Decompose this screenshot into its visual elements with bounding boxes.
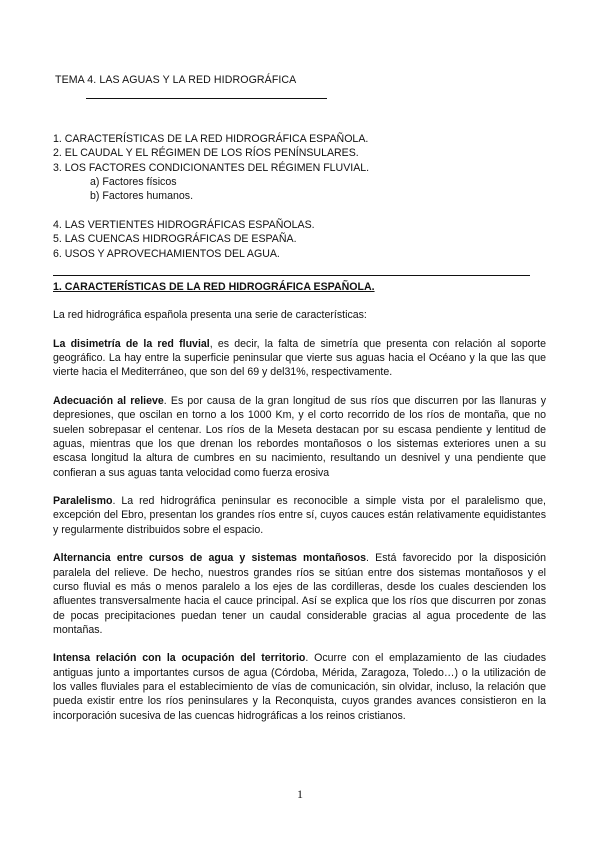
page-number: 1 <box>297 787 303 801</box>
paragraph-alternancia <box>53 551 546 637</box>
toc-item-3b: b) Factores humanos. <box>90 190 194 203</box>
toc-item-3a: a) Factores físicos <box>90 175 177 188</box>
section-divider-rule <box>53 275 530 276</box>
title-underline-rule <box>86 98 327 99</box>
paragraph-term: La disimetría de la red fluvial <box>53 337 210 350</box>
paragraph-term: Paralelismo <box>53 495 113 508</box>
toc-item-5: 5. LAS CUENCAS HIDROGRÁFICAS DE ESPAÑA. <box>53 233 297 246</box>
toc-item-1: 1. CARACTERÍSTICAS DE LA RED HIDROGRÁFICA ESPAÑOLA. <box>53 133 369 145</box>
document-title: TEMA 4. LAS AGUAS Y LA RED HIDROGRÁFICA <box>55 74 297 86</box>
paragraph-text: . Es por causa de la gran longitud de sus ríos que discurren por las llanuras y depresiones, que oscilan en torno a los 1000 Km, y el corto recorrido de los ríos de montaña, que no suelen sobrepasar el centenar. Los ríos de la Meseta destacan por su escasa pendiente y lentitud de aguas, mientras que los que drenan los rebordes montañosos o los sistemas exteriores unen a su escasa longitud la altura de cumbres en su nacimiento, resultando un desnivel y una pendiente que confieran a sus aguas tanta velocidad como fuerza erosiva <box>53 395 546 479</box>
paragraph-term: Adecuación al relieve <box>53 395 164 408</box>
paragraph-term: Alternancia entre cursos de agua y sistemas montañosos <box>53 552 367 565</box>
paragraph-text: , es decir, la falta de simetría que presenta con relación al soporte geográfico. La hay entre la superficie peninsular que vierte sus aguas hacia el Océano y la que las que vierte hacia el Mediterráneo, que son del 69 y del31%, respectivamente. <box>53 337 546 379</box>
intro-paragraph: La red hidrográfica española presenta una serie de características: <box>53 309 367 321</box>
paragraph-disimetria <box>53 337 546 380</box>
paragraph-text: . La red hidrográfica peninsular es reconocible a simple vista por el paralelismo que, excepción del Ebro, presentan los grandes ríos entre sí, cuyos cauces están relativamente equidistantes y regularmente distribuidos sobre el espacio. <box>53 495 546 536</box>
table-of-contents <box>53 132 453 261</box>
paragraph-text: . Ocurre con el emplazamiento de las ciudades antiguas junto a importantes cursos de agua (Córdoba, Mérida, Zaragoza, Toledo…) o la utilización de los valles fluviales para el establecimiento de vías de comunicación, sin olvidar, incluso, la relación que pueda existir entre los ríos peninsulares y la Reconquista, cuyos grandes avances consistieron en la incorporación sucesiva de las cuencas hidrográficas a los reinos cristianos. <box>53 652 547 722</box>
section-body <box>53 308 546 737</box>
toc-item-6: 6. USOS Y APROVECHAMIENTOS DEL AGUA. <box>53 247 280 260</box>
paragraph-adecuacion <box>53 394 546 480</box>
paragraph-paralelismo <box>53 494 546 537</box>
paragraph-ocupacion <box>53 651 546 722</box>
section-heading: 1. CARACTERÍSTICAS DE LA RED HIDROGRÁFICA ESPAÑOLA. <box>53 281 375 293</box>
toc-item-4: 4. LAS VERTIENTES HIDROGRÁFICAS ESPAÑOLAS. <box>53 219 315 232</box>
paragraph-term: Intensa relación con la ocupación del territorio <box>53 652 306 665</box>
toc-item-3: 3. LOS FACTORES CONDICIONANTES DEL RÉGIMEN FLUVIAL. <box>53 161 370 174</box>
paragraph-text: . Está favorecido por la disposición paralela del relieve. De hecho, nuestros grandes ríos se sitúan entre dos sistemas montañosos y el curso fluvial es más o menos paralelo a los ejes de las cordilleras, desde los cuales descienden los afluentes transversalmente hacia el cauce principal. Así se explica que los ríos que discurren por zonas de pocas precipitaciones puedan tener un caudal considerable gracias al agua procedente de las montañas. <box>53 552 546 636</box>
toc-item-2: 2. EL CAUDAL Y EL RÉGIMEN DE LOS RÍOS PENÍNSULARES. <box>53 147 359 160</box>
